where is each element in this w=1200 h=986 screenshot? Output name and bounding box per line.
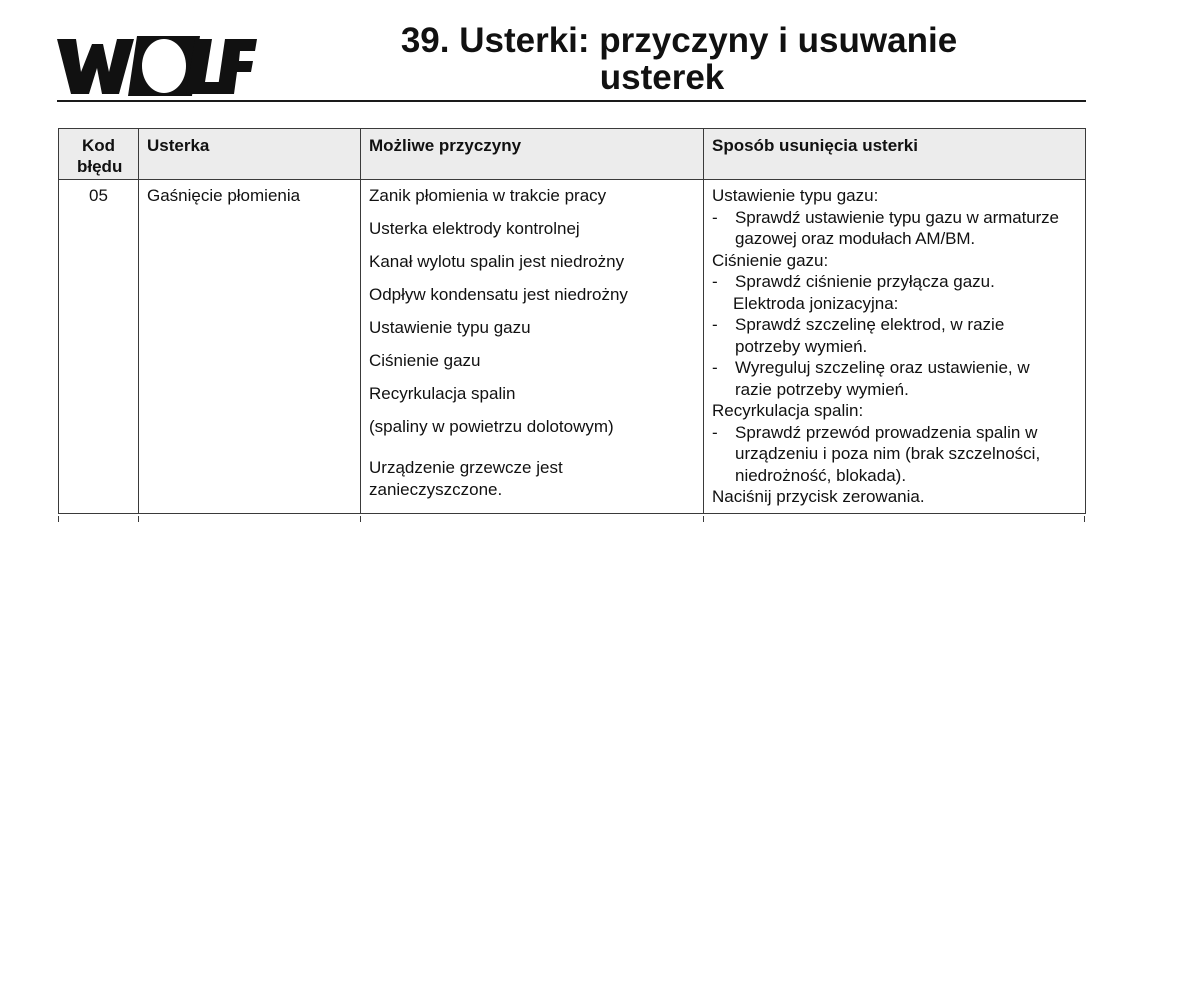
remedy-item-text: Sprawdź szczelinę elektrod, w razie potrzeby wymień. [735,315,1005,356]
remedy-item [712,357,1079,400]
remedy-item [712,314,1079,357]
remedy-item [712,422,1079,487]
cause-item: Urządzenie grzewcze jest zanieczyszczone. [369,458,563,499]
column-header-fault: Usterka [139,129,361,180]
cause-item: Ustawienie typu gazu [369,318,531,337]
table-continuation-line [1084,516,1085,522]
cause-item: Ciśnienie gazu [369,351,481,370]
remedy-heading-ionisation: Elektroda jonizacyjna: [733,293,899,313]
cause-item: (spaliny w powietrzu dolotowym) [369,417,614,436]
page-title-line-2: usterek [599,58,725,97]
causes-cell [361,180,704,514]
list-dash: - [712,358,718,377]
remedy-reset-note: Naciśnij przycisk zerowania. [712,487,925,506]
table-continuation-line [138,516,139,522]
remedy-item [712,271,1079,293]
wolf-logo [57,34,259,98]
svg-text:WOLF: WOLF [57,34,60,35]
remedy-heading-recirculation: Recyrkulacja spalin: [712,401,864,420]
remedy-item-text: Sprawdź przewód prowadzenia spalin w urządzeniu i poza nim (brak szczelności, niedrożność, blokada). [735,422,1041,485]
cause-item: Zanik płomienia w trakcie pracy [369,186,607,205]
remedy-item [712,207,1079,250]
remedy-item-text: Wyreguluj szczelinę oraz ustawienie, w razie potrzeby wymień. [735,358,1030,399]
column-header-causes: Możliwe przyczyny [361,129,704,180]
wolf-logo-mark [57,34,259,98]
fault-code-cell: 05 [59,180,139,514]
header-divider [57,100,1086,102]
remedy-item-text: Sprawdź ustawienie typu gazu w armaturze gazowej oraz modułach AM/BM. [735,207,1059,248]
fault-table [58,128,1086,514]
remedy-heading-gas-pressure: Ciśnienie gazu: [712,250,829,270]
table-continuation-line [360,516,361,522]
page-title [300,22,1080,96]
list-dash: - [712,422,718,442]
remedy-heading-gas-type: Ustawienie typu gazu: [712,186,879,205]
table-header-row [59,129,1086,180]
list-dash: - [712,315,718,334]
cause-item: Kanał wylotu spalin jest niedrożny [369,252,625,271]
cause-item: Usterka elektrody kontrolnej [369,219,580,238]
table-row [59,180,1086,514]
list-dash: - [712,207,718,227]
remedy-item-text: Sprawdź ciśnienie przyłącza gazu. [735,272,995,291]
cause-item: Recyrkulacja spalin [369,384,516,403]
fault-name-cell: Gaśnięcie płomienia [139,180,361,514]
remedy-cell [704,180,1086,514]
column-header-remedy: Sposób usunięcia usterki [704,129,1086,180]
list-dash: - [712,272,718,291]
cause-item: Odpływ kondensatu jest niedrożny [369,285,628,304]
column-header-code: Kod błędu [59,129,139,180]
table-continuation-line [703,516,704,522]
table-continuation-line [58,516,59,522]
page-title-line-1: 39. Usterki: przyczyny i usuwanie [400,21,958,60]
